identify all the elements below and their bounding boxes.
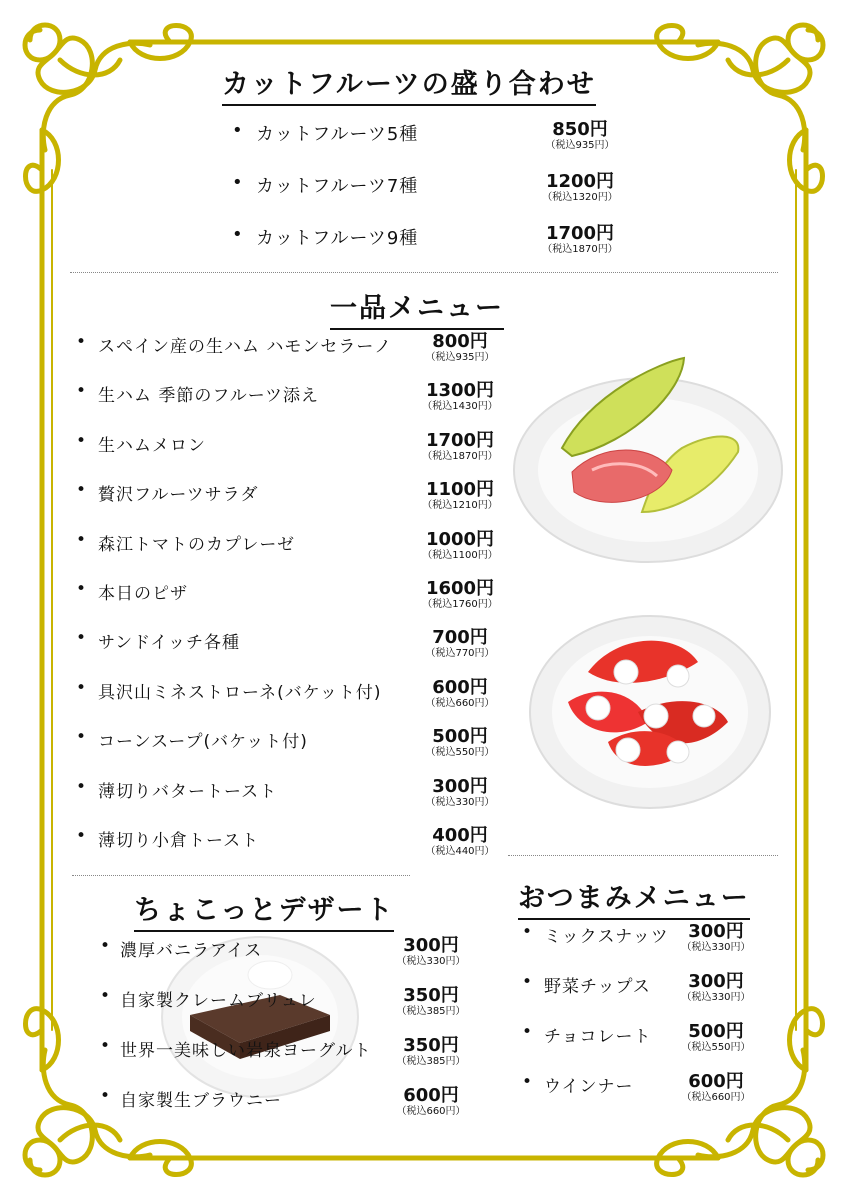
bullet-icon: • (76, 579, 87, 599)
divider (72, 875, 410, 876)
price: 1000円 （税込1100円） (422, 528, 498, 561)
price: 600円 （税込660円） (396, 1085, 466, 1117)
bullet-icon: • (76, 677, 87, 698)
price: 1700円 （税込1870円） (422, 429, 498, 462)
bullet-icon: • (522, 1022, 533, 1042)
price: 500円 （税込550円） (681, 1021, 751, 1053)
divider (70, 272, 778, 273)
bullet-icon: • (522, 1072, 533, 1092)
bullet-icon: • (76, 381, 87, 402)
bullet-icon: • (76, 776, 87, 797)
item-name: チョコレート (544, 1027, 652, 1047)
price: 600円 （税込660円） (681, 1071, 751, 1103)
bullet-icon: • (76, 826, 87, 846)
item-name: 自家製クレームブリュレ (120, 991, 317, 1011)
price: 300円 （税込330円） (681, 921, 751, 953)
prosciutto-melon-image (512, 352, 784, 568)
bullet-icon: • (76, 430, 87, 451)
price: 850円 （税込935円） (545, 119, 615, 151)
item-name: 薄切りバタートースト (98, 781, 278, 802)
item-name: 薄切り小倉トースト (98, 831, 260, 851)
price: 1300円 （税込1430円） (422, 380, 498, 413)
price: 800円 （税込935円） (425, 331, 495, 363)
price: 500円 （税込550円） (425, 726, 495, 759)
item-name: 濃厚バニラアイス (120, 941, 263, 961)
fruit-section-title: カットフルーツの盛り合わせ (222, 62, 596, 106)
price: 400円 （税込440円） (425, 825, 495, 857)
dessert-section-title: ちょこっとデザート (134, 888, 394, 932)
item-name: 森江トマトのカプレーゼ (98, 534, 295, 555)
price: 1100円 （税込1210円） (422, 479, 498, 512)
bullet-icon: • (76, 332, 87, 352)
bullet-icon: • (76, 628, 87, 649)
price: 1200円 （税込1320円） (542, 171, 618, 203)
item-name: サンドイッチ各種 (98, 633, 240, 654)
ippin-section-title: 一品メニュー (330, 286, 504, 330)
caprese-image (528, 612, 772, 812)
item-name: 自家製生ブラウニー (120, 1091, 282, 1111)
price: 300円 （税込330円） (425, 775, 495, 808)
item-name: 贅沢フルーツサラダ (98, 485, 259, 506)
divider (508, 855, 778, 856)
price: 1600円 （税込1760円） (422, 578, 498, 610)
item-name: 生ハム 季節のフルーツ添え (98, 386, 320, 407)
bullet-icon: • (100, 936, 111, 956)
price: 1700円 （税込1870円） (542, 223, 618, 255)
price: 350円 （税込385円） (396, 1035, 466, 1067)
item-name: 世界一美味しい岩泉ヨーグルト (120, 1041, 372, 1061)
price: 700円 （税込770円） (425, 627, 495, 660)
bullet-icon: • (100, 1086, 111, 1106)
bullet-icon: • (100, 986, 111, 1006)
price: 300円 （税込330円） (396, 935, 466, 967)
bullet-icon: • (522, 972, 533, 992)
price: 350円 （税込385円） (396, 985, 466, 1017)
item-name: ミックスナッツ (544, 927, 669, 947)
item-name: 野菜チップス (544, 977, 651, 997)
item-name: スペイン産の生ハム ハモンセラーノ (98, 337, 393, 357)
bullet-icon: • (76, 727, 87, 748)
item-name: 本日のピザ (98, 584, 188, 604)
bullet-icon: • (76, 529, 87, 550)
item-name: 具沢山ミネストローネ(バケット付) (98, 682, 382, 703)
price: 600円 （税込660円） (425, 676, 495, 709)
item-name: コーンスープ(バケット付) (98, 732, 308, 753)
item-name: ウインナー (544, 1077, 634, 1097)
price: 300円 （税込330円） (681, 971, 751, 1003)
bullet-icon: • (76, 480, 87, 501)
otsumami-section-title: おつまみメニュー (518, 876, 750, 920)
bullet-icon: • (100, 1036, 111, 1056)
item-name: 生ハムメロン (98, 435, 206, 456)
bullet-icon: • (522, 922, 533, 942)
